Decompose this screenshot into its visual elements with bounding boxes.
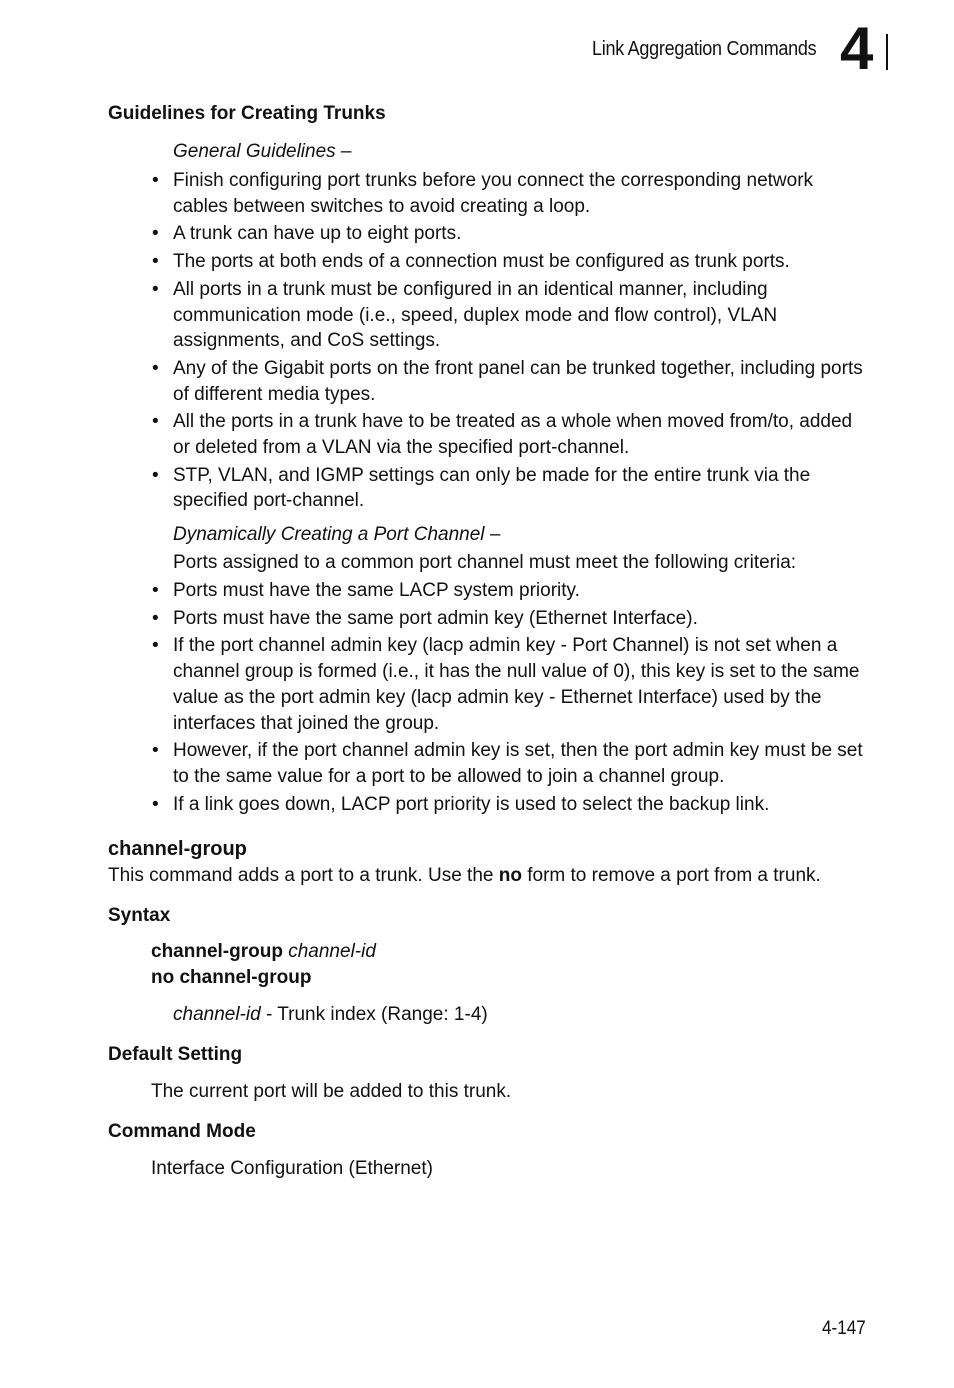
command-mode-heading: Command Mode <box>108 1121 256 1142</box>
no-keyword: no <box>498 865 522 886</box>
running-header: Link Aggregation Commands <box>592 38 817 60</box>
guidelines-heading: Guidelines for Creating Trunks <box>108 103 386 124</box>
general-guidelines-list <box>150 168 870 516</box>
page-number: 4-147 <box>822 1318 866 1339</box>
list-item: • However, if the port channel admin key is set, then the port admin key must be set to the same value for a port to be allowed to join a channel group. <box>150 738 870 789</box>
default-setting-heading: Default Setting <box>108 1044 243 1065</box>
list-item: • STP, VLAN, and IGMP settings can only be made for the entire trunk via the specified port-channel. <box>150 463 870 514</box>
list-item: • A trunk can have up to eight ports. <box>150 221 870 247</box>
command-description <box>108 865 821 887</box>
syntax-no-form: no channel-group <box>151 967 312 988</box>
list-item: • If a link goes down, LACP port priority is used to select the backup link. <box>150 792 870 818</box>
list-item: • If the port channel admin key (lacp admin key - Port Channel) is not set when a channel group is formed (i.e., it has the null value of 0), this key is set to the same value as the port admin key (lacp admin key - Ethernet Interface) used by the interfaces that joined the group. <box>150 633 870 736</box>
command-mode-text: Interface Configuration (Ethernet) <box>151 1158 433 1179</box>
parameter-name: channel-id <box>173 1004 261 1025</box>
command-description-start: This command adds a port to a trunk. Use the <box>108 865 499 886</box>
syntax-parameter: channel-id <box>288 941 376 962</box>
parameter-text: - Trunk index (Range: 1-4) <box>260 1004 488 1025</box>
list-item: • Any of the Gigabit ports on the front panel can be trunked together, including ports of different media types. <box>150 356 870 407</box>
list-item: • Ports must have the same port admin key (Ethernet Interface). <box>150 606 870 632</box>
syntax-line <box>151 941 376 963</box>
chapter-divider <box>886 34 888 70</box>
dynamic-port-channel-label <box>173 524 500 546</box>
syntax-heading: Syntax <box>108 905 171 926</box>
syntax-command: channel-group <box>151 941 283 962</box>
dynamic-port-channel-title: Dynamically Creating a Port Channel <box>173 524 485 545</box>
list-item: • Finish configuring port trunks before you connect the corresponding network cables between switches to avoid creating a loop. <box>150 168 870 219</box>
general-guidelines-dash: – <box>335 141 352 162</box>
dynamic-port-channel-dash: – <box>484 524 501 545</box>
dynamic-intro: Ports assigned to a common port channel must meet the following criteria: <box>173 552 797 573</box>
list-item: • All ports in a trunk must be configured in an identical manner, including communication mode (i.e., speed, duplex mode and flow control), VLAN assignments, and CoS settings. <box>150 277 870 354</box>
list-item: • All the ports in a trunk have to be treated as a whole when moved from/to, added or deleted from a VLAN via the specified port-channel. <box>150 409 870 460</box>
dynamic-criteria-list <box>150 578 870 819</box>
general-guidelines-label <box>173 141 352 163</box>
list-item: • The ports at both ends of a connection must be configured as trunk ports. <box>150 249 870 275</box>
default-setting-text: The current port will be added to this trunk. <box>151 1081 512 1102</box>
chapter-number: 4 <box>840 15 874 82</box>
list-item: • Ports must have the same LACP system priority. <box>150 578 870 604</box>
command-description-end: form to remove a port from a trunk. <box>521 865 821 886</box>
general-guidelines-title: General Guidelines <box>173 141 336 162</box>
command-title: channel-group <box>108 838 247 860</box>
parameter-description <box>173 1004 488 1026</box>
